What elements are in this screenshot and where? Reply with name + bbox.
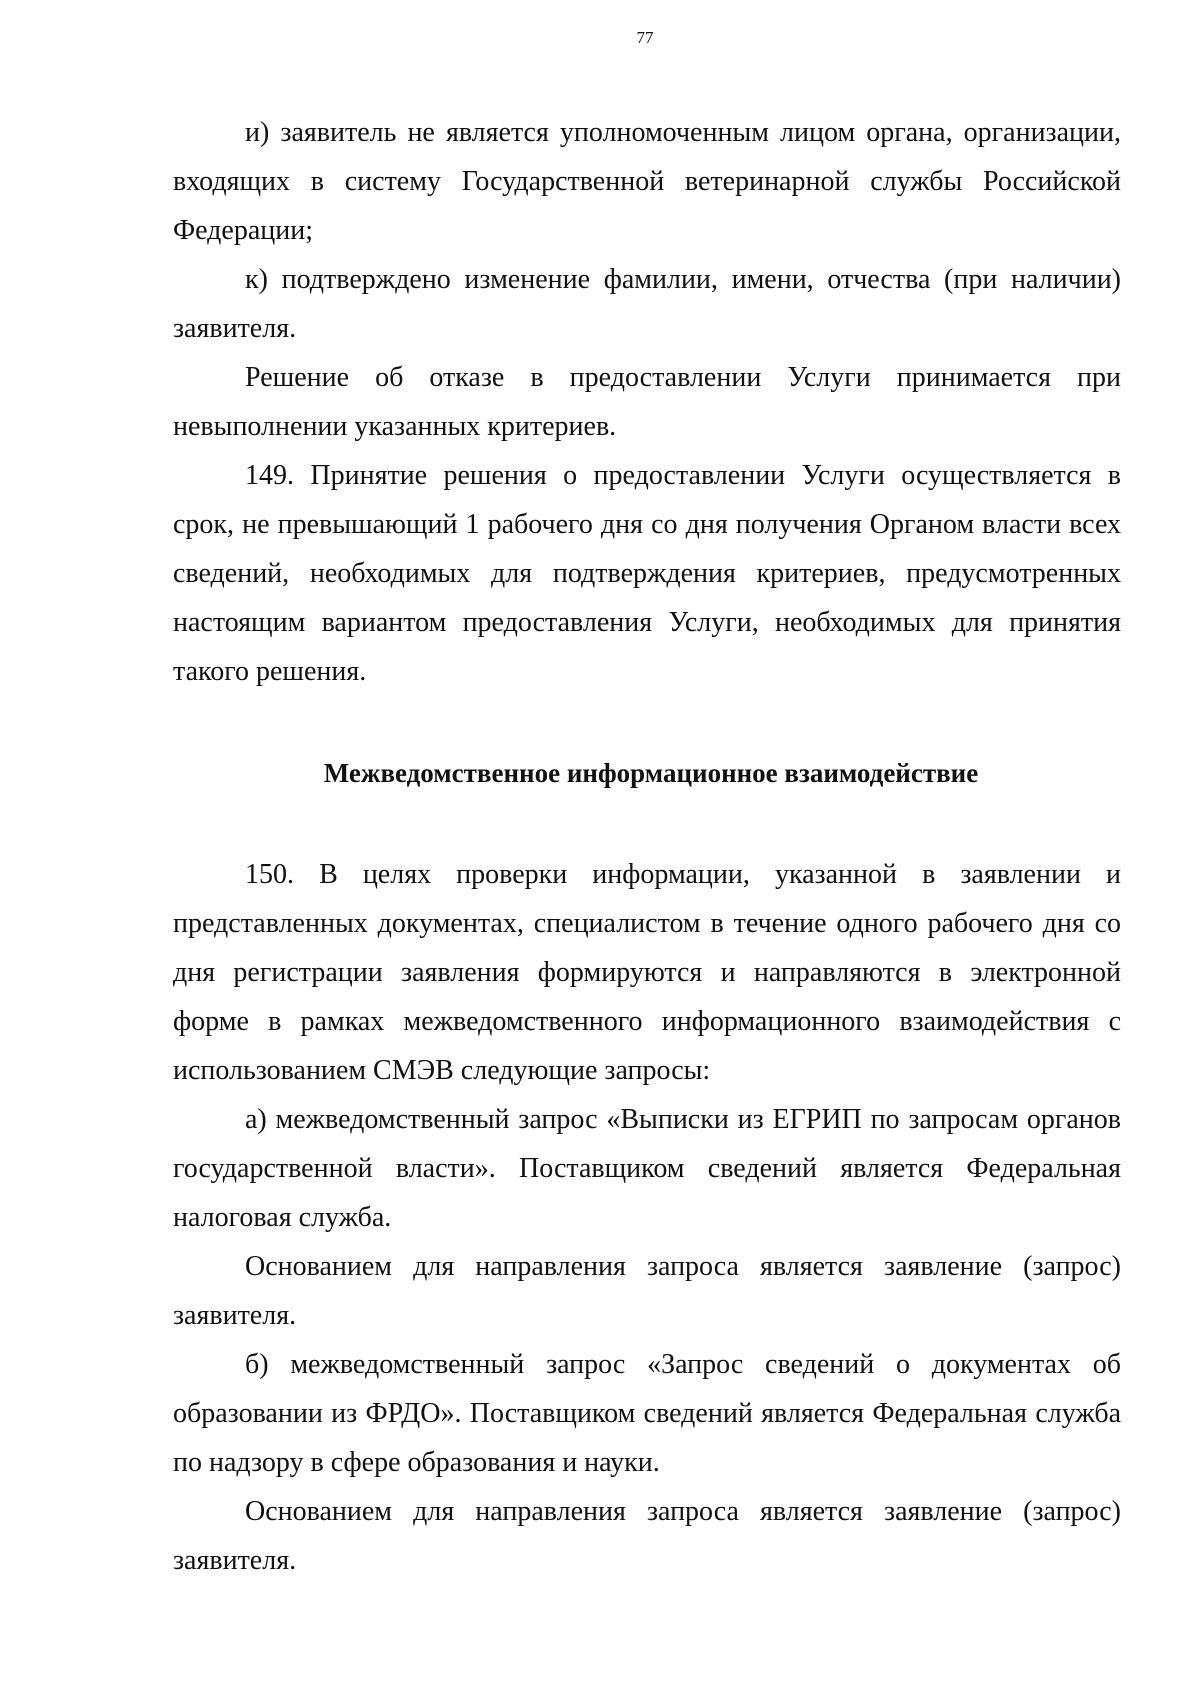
paragraph-item-i: и) заявитель не является уполномоченным лицом органа, организации, входящих в систему Государственной ветеринарной службы Российской Федерации;	[173, 117, 1121, 246]
paragraph-149: 149. Принятие решения о предоставлении Услуги осуществляется в срок, не превышающий 1 рабочего дня со дня получения Органом власти всех сведений, необходимых для подтверждения критериев, предусмотренных настоящим вариантом предоставления Услуги, необходимых для принятия такого решения.	[173, 460, 1121, 687]
paragraph-basis-a: Основанием для направления запроса является заявление (запрос) заявителя.	[173, 1251, 1121, 1331]
paragraph-basis-b: Основанием для направления запроса является заявление (запрос) заявителя.	[173, 1496, 1121, 1576]
paragraph-150: 150. В целях проверки информации, указанной в заявлении и представленных документах, специалистом в течение одного рабочего дня со дня регистрации заявления формируются и направляются в электронной форме в рамках межведомственного информационного взаимодействия с использованием СМЭВ следующие запросы:	[173, 859, 1121, 1086]
paragraph-item-a: а) межведомственный запрос «Выписки из ЕГРИП по запросам органов государственной власти». Поставщиком сведений является Федеральная налоговая служба.	[173, 1104, 1121, 1233]
paragraph-item-b: б) межведомственный запрос «Запрос сведений о документах об образовании из ФРДО». Поставщиком сведений является Федеральная служба по надзору в сфере образования и науки.	[173, 1349, 1121, 1478]
paragraph-item-k: к) подтверждено изменение фамилии, имени, отчества (при наличии) заявителя.	[173, 264, 1121, 344]
paragraph-refusal-decision: Решение об отказе в предоставлении Услуги принимается при невыполнении указанных критериев.	[173, 362, 1121, 442]
document-body	[173, 108, 1121, 1585]
section-heading: Межведомственное информационное взаимодействие	[323, 758, 979, 788]
page-number: 77	[636, 28, 654, 47]
